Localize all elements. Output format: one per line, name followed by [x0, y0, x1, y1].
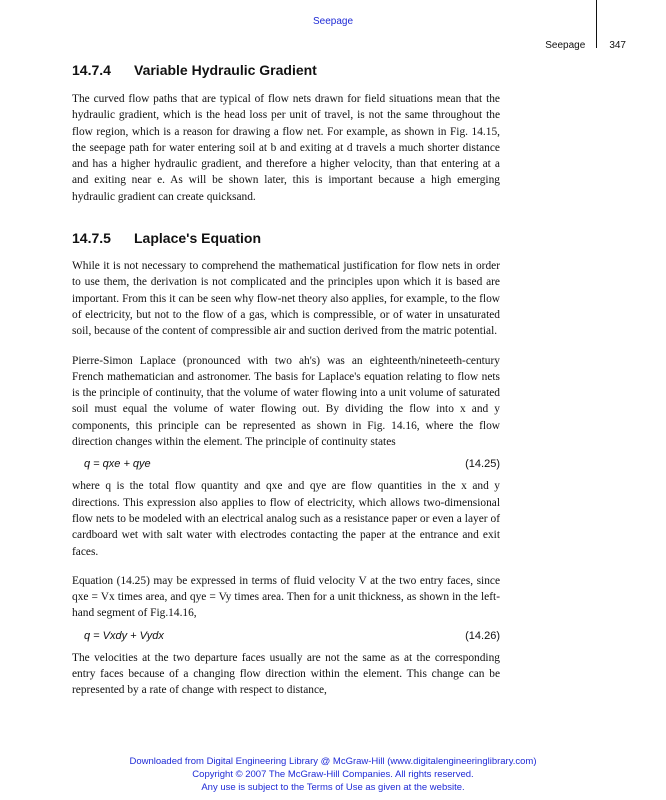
section-number: 14.7.5: [72, 230, 111, 247]
equation-label: (14.25): [465, 458, 500, 471]
section-number: 14.7.4: [72, 62, 111, 78]
section-heading-14-7-5: [72, 230, 500, 246]
footer-download-link[interactable]: Downloaded from Digital Engineering Library @ McGraw-Hill (www.digitalengineeringlibrary.com): [129, 756, 537, 767]
page-number: 347: [609, 40, 626, 51]
section-heading-14-7-4: [72, 62, 500, 78]
running-title: Seepage: [545, 40, 586, 51]
top-header-link[interactable]: Seepage: [312, 16, 354, 27]
footer-terms[interactable]: Any use is subject to the Terms of Use as given at the website.: [201, 782, 465, 793]
page-content: [72, 62, 500, 699]
paragraph-departure-faces: The velocities at the two departure faces usually are not the same as at the corresponding entry faces because of a changing flow direction within the element. This change can be represented by a rate of change with respect to distance,: [72, 651, 500, 697]
equation-14-25: [72, 458, 500, 470]
equation-label: (14.26): [465, 629, 500, 642]
paragraph-laplace-history: Pierre-Simon Laplace (pronounced with two ah's) was an eighteenth/nineteeth-century French mathematician and astronomer. The basis for Laplace's equation relating to flow nets is the principle of continuity, that the volume of water flowing into a unit volume of saturated soil must equal the volume of water flowing out. By dividing the flow into x and y components, this principle can be represented as shown in Fig. 14.16, where the flow direction changes within the element. The principle of continuity states: [72, 354, 500, 449]
paragraph-laplace-intro: While it is not necessary to comprehend the mathematical justification for flow nets in order to use them, the derivation is not complicated and the principles upon which it is based are important. From this it can be seen why flow-net theory also applies, for example, to the flow of electricity, but not to the flow of a gas, which is compressible, or of water in unsaturated soil, because of the content of compressible air and suction derived from the matric potential.: [72, 260, 500, 338]
paragraph-flow-quantity: where q is the total flow quantity and qxe and qye are flow quantities in the x and y directions. This expression also applies to flow of electricity, which allows two-dimensional flow nets to be modeled with an electrical analog such as a resistance paper or even a layer of cardboard wet with salt water with electrodes contacting the paper at the entrance and exit faces.: [72, 480, 500, 558]
section-title: Variable Hydraulic Gradient: [134, 62, 317, 78]
paragraph-fluid-velocity: Equation (14.25) may be expressed in terms of fluid velocity V at the two entry faces, since qxe = Vx times area, and qye = Vy times area. Then for a unit thickness, as shown in the left-hand segment of Fig.14.16,: [72, 574, 500, 620]
running-head: [545, 40, 626, 51]
footer-copyright: Copyright © 2007 The McGraw-Hill Companies. All rights reserved.: [192, 769, 474, 780]
equation-expression: q = qxe + qye: [84, 458, 151, 471]
equation-14-26: [72, 630, 500, 642]
equation-expression: q = Vxdy + Vydx: [84, 629, 164, 642]
section-title: Laplace's Equation: [134, 230, 262, 247]
paragraph-variable-gradient: The curved flow paths that are typical of flow nets drawn for field situations mean that the hydraulic gradient, which is the head loss per unit of travel, is not the same throughout the flow region, which is a reason for drawing a flow net. For example, as shown in Fig. 14.15, the seepage path for water entering soil at b and exiting at d travels a much shorter distance and has a higher hydraulic gradient, and therefore a higher velocity, than that entering at a and exiting near e. As will be shown later, this is important because a high emerging hydraulic gradient can create quicksand.: [72, 93, 500, 203]
